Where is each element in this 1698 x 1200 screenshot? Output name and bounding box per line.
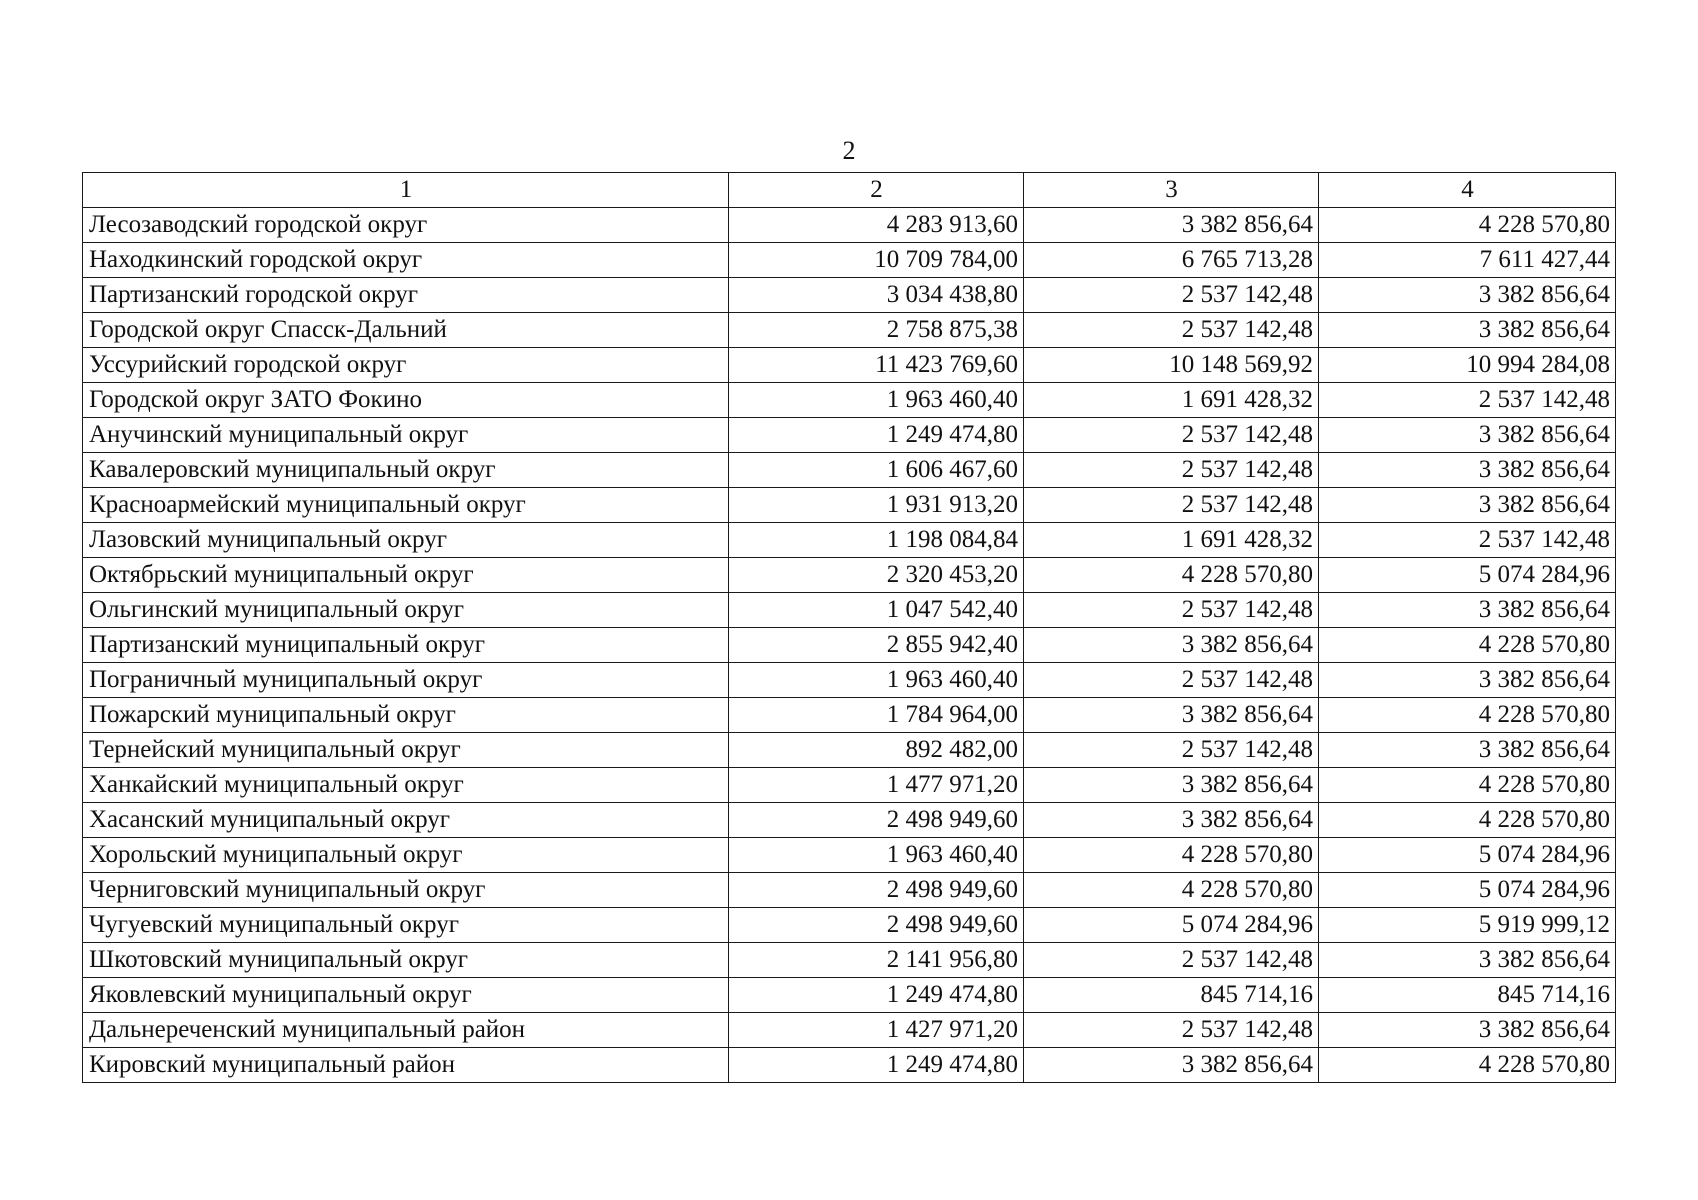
value-col4-cell: 3 382 856,64 xyxy=(1319,663,1616,698)
value-col2-cell: 1 963 460,40 xyxy=(729,383,1024,418)
value-col3-cell: 3 382 856,64 xyxy=(1024,698,1319,733)
municipality-name-cell: Лазовский муниципальный округ xyxy=(83,523,729,558)
value-col2-cell: 2 855 942,40 xyxy=(729,628,1024,663)
value-col4-cell: 3 382 856,64 xyxy=(1319,1013,1616,1048)
municipality-name-cell: Лесозаводский городской округ xyxy=(83,208,729,243)
municipality-name-cell: Пограничный муниципальный округ xyxy=(83,663,729,698)
table-row xyxy=(83,803,1616,838)
table-row xyxy=(83,663,1616,698)
table-row xyxy=(83,978,1616,1013)
municipality-name-cell: Анучинский муниципальный округ xyxy=(83,418,729,453)
table-row xyxy=(83,208,1616,243)
value-col2-cell: 10 709 784,00 xyxy=(729,243,1024,278)
value-col2-cell: 1 198 084,84 xyxy=(729,523,1024,558)
municipality-name-cell: Городской округ Спасск-Дальний xyxy=(83,313,729,348)
table-row xyxy=(83,243,1616,278)
table-row xyxy=(83,383,1616,418)
table-row xyxy=(83,1048,1616,1083)
value-col2-cell: 1 931 913,20 xyxy=(729,488,1024,523)
value-col4-cell: 3 382 856,64 xyxy=(1319,488,1616,523)
value-col2-cell: 1 249 474,80 xyxy=(729,1048,1024,1083)
value-col2-cell: 1 427 971,20 xyxy=(729,1013,1024,1048)
header-row xyxy=(83,173,1616,208)
value-col2-cell: 2 498 949,60 xyxy=(729,873,1024,908)
table-row xyxy=(83,558,1616,593)
value-col3-cell: 3 382 856,64 xyxy=(1024,1048,1319,1083)
value-col3-cell: 3 382 856,64 xyxy=(1024,768,1319,803)
table-row xyxy=(83,698,1616,733)
municipality-name-cell: Хорольский муниципальный округ xyxy=(83,838,729,873)
value-col4-cell: 5 074 284,96 xyxy=(1319,873,1616,908)
value-col2-cell: 1 784 964,00 xyxy=(729,698,1024,733)
value-col4-cell: 2 537 142,48 xyxy=(1319,383,1616,418)
value-col2-cell: 1 963 460,40 xyxy=(729,838,1024,873)
value-col3-cell: 1 691 428,32 xyxy=(1024,523,1319,558)
value-col2-cell: 11 423 769,60 xyxy=(729,348,1024,383)
value-col2-cell: 1 047 542,40 xyxy=(729,593,1024,628)
value-col2-cell: 2 498 949,60 xyxy=(729,908,1024,943)
table-row xyxy=(83,593,1616,628)
value-col4-cell: 5 074 284,96 xyxy=(1319,558,1616,593)
value-col4-cell: 3 382 856,64 xyxy=(1319,418,1616,453)
value-col3-cell: 3 382 856,64 xyxy=(1024,208,1319,243)
value-col2-cell: 1 606 467,60 xyxy=(729,453,1024,488)
value-col4-cell: 2 537 142,48 xyxy=(1319,523,1616,558)
column-header-2: 2 xyxy=(729,173,1024,208)
municipality-name-cell: Черниговский муниципальный округ xyxy=(83,873,729,908)
municipality-name-cell: Красноармейский муниципальный округ xyxy=(83,488,729,523)
municipality-name-cell: Партизанский городской округ xyxy=(83,278,729,313)
value-col4-cell: 3 382 856,64 xyxy=(1319,733,1616,768)
value-col2-cell: 1 249 474,80 xyxy=(729,418,1024,453)
column-header-1: 1 xyxy=(83,173,729,208)
table-row xyxy=(83,943,1616,978)
value-col3-cell: 1 691 428,32 xyxy=(1024,383,1319,418)
value-col4-cell: 3 382 856,64 xyxy=(1319,593,1616,628)
municipality-name-cell: Чугуевский муниципальный округ xyxy=(83,908,729,943)
value-col3-cell: 2 537 142,48 xyxy=(1024,593,1319,628)
municipality-name-cell: Партизанский муниципальный округ xyxy=(83,628,729,663)
value-col4-cell: 10 994 284,08 xyxy=(1319,348,1616,383)
municipality-name-cell: Хасанский муниципальный округ xyxy=(83,803,729,838)
allocation-table xyxy=(82,172,1616,1083)
value-col3-cell: 2 537 142,48 xyxy=(1024,278,1319,313)
value-col3-cell: 2 537 142,48 xyxy=(1024,663,1319,698)
municipality-name-cell: Кавалеровский муниципальный округ xyxy=(83,453,729,488)
table-row xyxy=(83,838,1616,873)
municipality-name-cell: Ольгинский муниципальный округ xyxy=(83,593,729,628)
column-header-3: 3 xyxy=(1024,173,1319,208)
value-col3-cell: 845 714,16 xyxy=(1024,978,1319,1013)
value-col4-cell: 4 228 570,80 xyxy=(1319,803,1616,838)
value-col2-cell: 892 482,00 xyxy=(729,733,1024,768)
value-col4-cell: 7 611 427,44 xyxy=(1319,243,1616,278)
table-row xyxy=(83,453,1616,488)
table-row xyxy=(83,418,1616,453)
value-col4-cell: 4 228 570,80 xyxy=(1319,208,1616,243)
value-col3-cell: 2 537 142,48 xyxy=(1024,943,1319,978)
value-col2-cell: 4 283 913,60 xyxy=(729,208,1024,243)
municipality-name-cell: Октябрьский муниципальный округ xyxy=(83,558,729,593)
municipality-name-cell: Городской округ ЗАТО Фокино xyxy=(83,383,729,418)
value-col4-cell: 4 228 570,80 xyxy=(1319,768,1616,803)
value-col4-cell: 3 382 856,64 xyxy=(1319,453,1616,488)
value-col4-cell: 5 074 284,96 xyxy=(1319,838,1616,873)
value-col2-cell: 1 963 460,40 xyxy=(729,663,1024,698)
table-row xyxy=(83,523,1616,558)
municipality-name-cell: Кировский муниципальный район xyxy=(83,1048,729,1083)
value-col4-cell: 4 228 570,80 xyxy=(1319,628,1616,663)
municipality-name-cell: Шкотовский муниципальный округ xyxy=(83,943,729,978)
value-col3-cell: 4 228 570,80 xyxy=(1024,558,1319,593)
value-col2-cell: 2 320 453,20 xyxy=(729,558,1024,593)
value-col3-cell: 4 228 570,80 xyxy=(1024,873,1319,908)
table-row xyxy=(83,488,1616,523)
value-col3-cell: 3 382 856,64 xyxy=(1024,628,1319,663)
table-row xyxy=(83,313,1616,348)
value-col4-cell: 4 228 570,80 xyxy=(1319,698,1616,733)
value-col4-cell: 3 382 856,64 xyxy=(1319,943,1616,978)
municipality-name-cell: Дальнереченский муниципальный район xyxy=(83,1013,729,1048)
value-col2-cell: 3 034 438,80 xyxy=(729,278,1024,313)
municipality-name-cell: Тернейский муниципальный округ xyxy=(83,733,729,768)
value-col3-cell: 2 537 142,48 xyxy=(1024,1013,1319,1048)
value-col2-cell: 2 758 875,38 xyxy=(729,313,1024,348)
value-col3-cell: 10 148 569,92 xyxy=(1024,348,1319,383)
table-row xyxy=(83,908,1616,943)
table-row xyxy=(83,278,1616,313)
column-header-4: 4 xyxy=(1319,173,1616,208)
value-col2-cell: 1 477 971,20 xyxy=(729,768,1024,803)
value-col2-cell: 2 498 949,60 xyxy=(729,803,1024,838)
municipality-name-cell: Уссурийский городской округ xyxy=(83,348,729,383)
value-col2-cell: 1 249 474,80 xyxy=(729,978,1024,1013)
value-col2-cell: 2 141 956,80 xyxy=(729,943,1024,978)
value-col3-cell: 2 537 142,48 xyxy=(1024,488,1319,523)
municipality-name-cell: Находкинский городской округ xyxy=(83,243,729,278)
value-col3-cell: 3 382 856,64 xyxy=(1024,803,1319,838)
value-col4-cell: 5 919 999,12 xyxy=(1319,908,1616,943)
value-col3-cell: 2 537 142,48 xyxy=(1024,733,1319,768)
value-col3-cell: 2 537 142,48 xyxy=(1024,418,1319,453)
value-col3-cell: 4 228 570,80 xyxy=(1024,838,1319,873)
municipality-name-cell: Яковлевский муниципальный округ xyxy=(83,978,729,1013)
table-row xyxy=(83,1013,1616,1048)
table-row xyxy=(83,733,1616,768)
value-col4-cell: 845 714,16 xyxy=(1319,978,1616,1013)
value-col4-cell: 4 228 570,80 xyxy=(1319,1048,1616,1083)
table-row xyxy=(83,873,1616,908)
municipality-name-cell: Ханкайский муниципальный округ xyxy=(83,768,729,803)
value-col4-cell: 3 382 856,64 xyxy=(1319,313,1616,348)
value-col4-cell: 3 382 856,64 xyxy=(1319,278,1616,313)
page-number: 2 xyxy=(842,136,856,165)
table-row xyxy=(83,628,1616,663)
table-row xyxy=(83,768,1616,803)
value-col3-cell: 5 074 284,96 xyxy=(1024,908,1319,943)
value-col3-cell: 6 765 713,28 xyxy=(1024,243,1319,278)
value-col3-cell: 2 537 142,48 xyxy=(1024,313,1319,348)
table-body xyxy=(83,208,1616,1083)
value-col3-cell: 2 537 142,48 xyxy=(1024,453,1319,488)
table-row xyxy=(83,348,1616,383)
municipality-name-cell: Пожарский муниципальный округ xyxy=(83,698,729,733)
